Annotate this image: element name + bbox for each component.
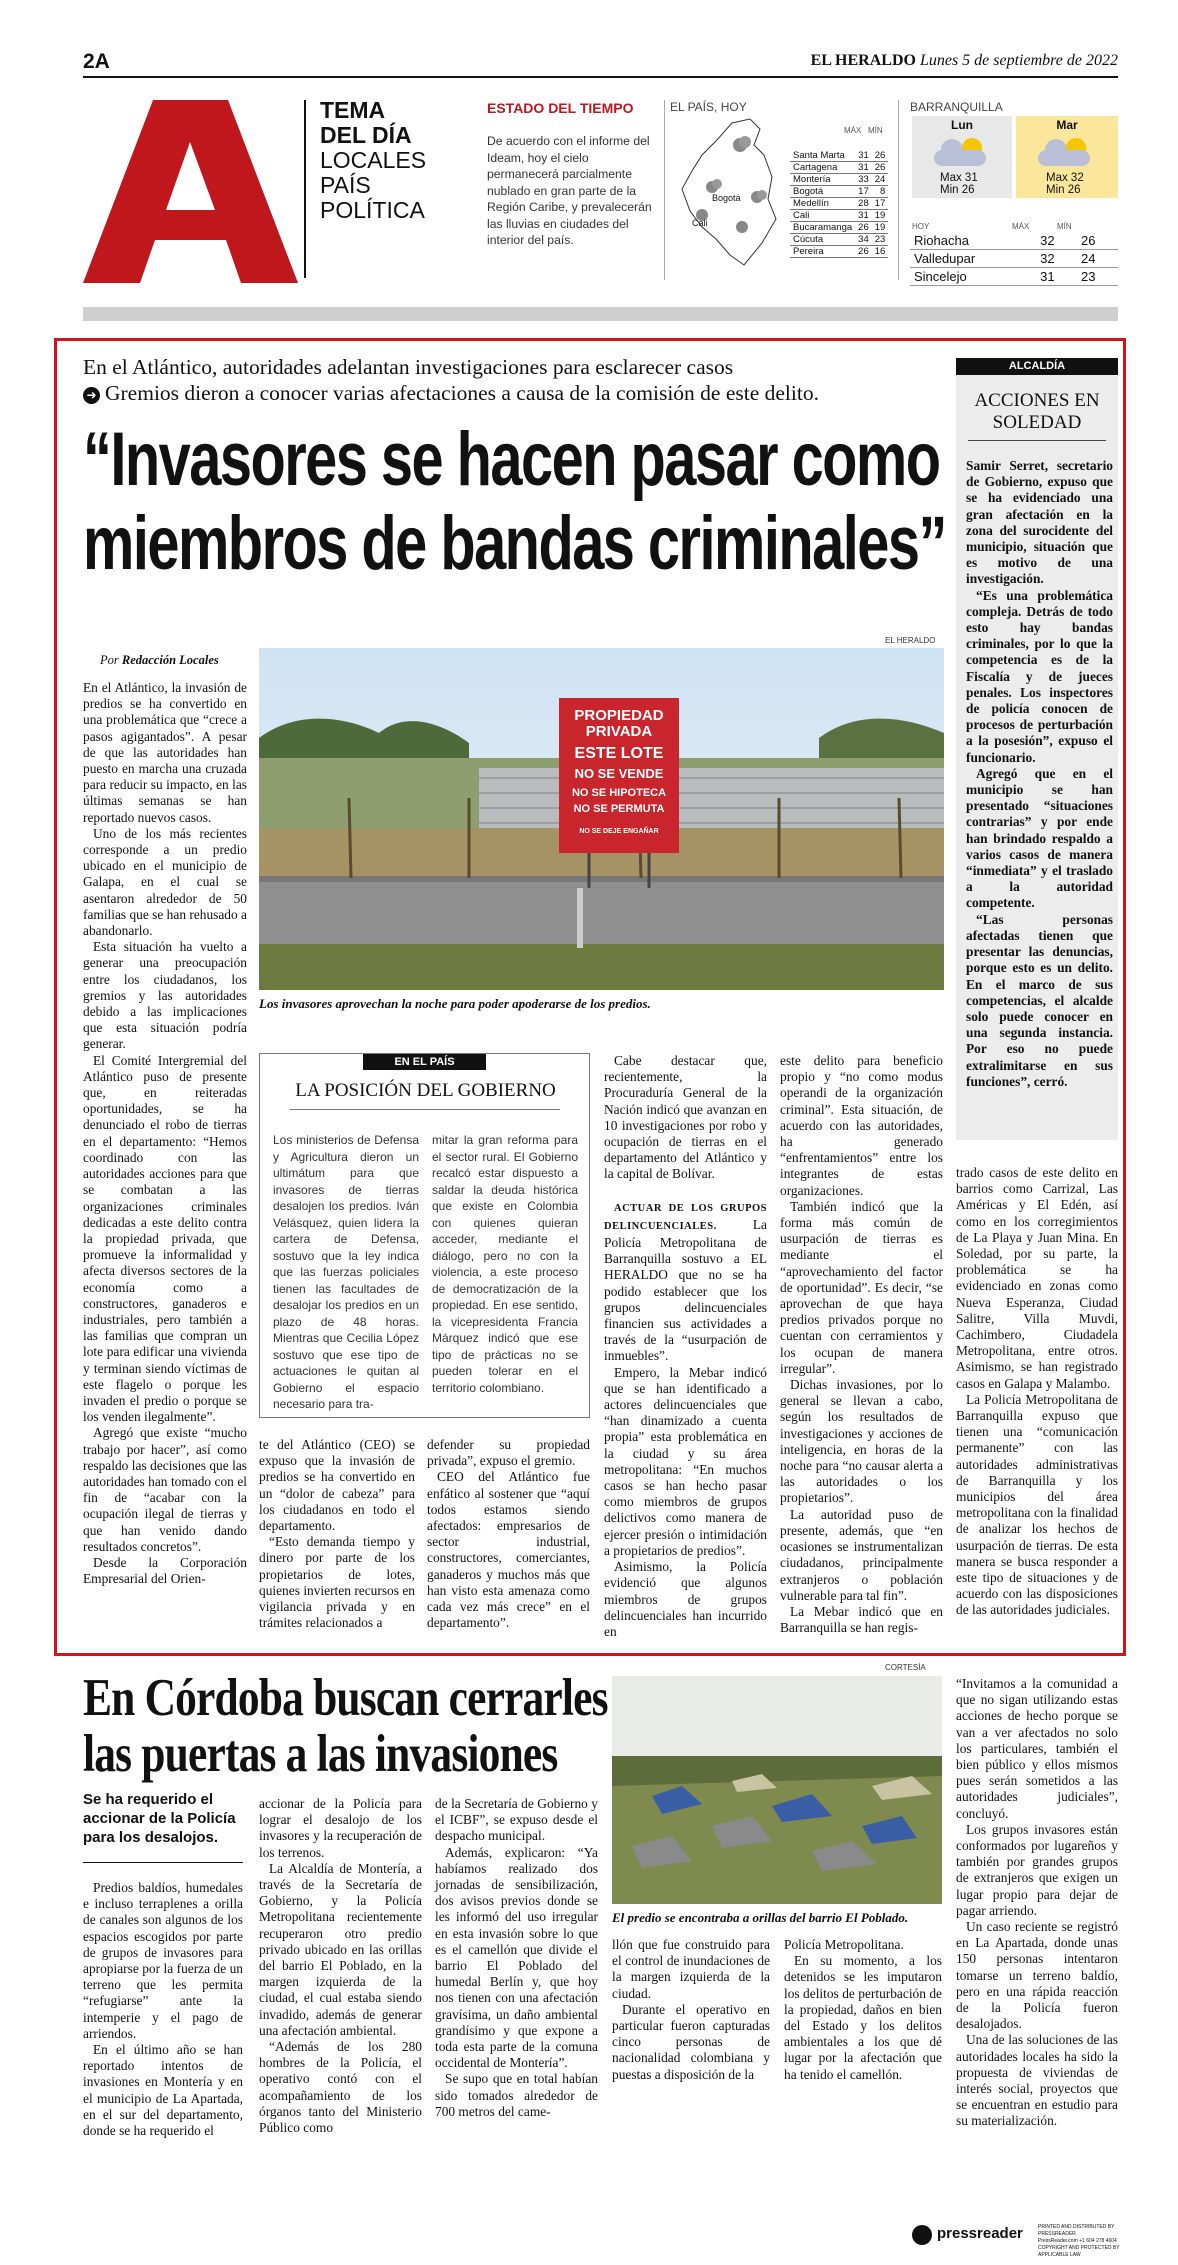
logo-divider [304, 100, 306, 278]
article-col-5 [780, 1053, 943, 1636]
city-name: Montería [790, 174, 855, 186]
body-paragraph: Agregó que en el municipio se han presentado “situaciones contrarias” y por ende han brindado respaldo a varios casos de manera “inmediata” y el traslado a la autoridad competente. [966, 765, 1113, 911]
cloud-icon [736, 221, 748, 233]
regional-min: 26 [1077, 232, 1118, 250]
body-paragraph: Dichas invasiones, por lo general se llevan a cabo, según los resultados de investigaciones y acciones de inteligencia, en horas de la noche para “no causar alerta a las autoridades o los propietarios”. [780, 1377, 943, 1506]
city-min: 16 [872, 246, 889, 258]
footer-line: PRINTED AND DISTRIBUTED BY PRESSREADER [1038, 2224, 1115, 2237]
map-title: EL PAÍS, HOY [670, 100, 747, 114]
body-paragraph: CEO del Atlántico fue enfático al sostener que “aquí todos estamos siendo afectados: empresarios de sector industrial, constructores, comerciantes, ganaderos y muchos más que han visto esta amenaza como cada vez más crece” en el departamento”. [427, 1469, 590, 1631]
city-name: Cartagena [790, 162, 855, 174]
body-paragraph: El Comité Intergremial del Atlántico puso de presente que, en reiteradas oportunidades, se ha denunciado el robo de tierras en el departamento: “Hemos coordinado con las autoridades acciones para que se combatan a las organizaciones criminales dedicadas a este delito contra la propiedad privada, que promueve la informalidad y afecta diversos sectores de la economía como a constructores, ganaderos e industriales, pero también a las familias que compran un lote para edificar una vivienda y terminan siendo víctimas de este flagelo o porque les invaden el predio o porque se los venden ilegalmente”. [83, 1052, 247, 1425]
publication-name: EL HERALDO [810, 52, 916, 69]
body-paragraph: este delito para beneficio propio y “no como modus operandi de la organización criminal”. Esta situación, de acuerdo con las autoridades, ha generado “enfrentamientos” entre los integrantes de estas organizaciones. [780, 1053, 943, 1198]
body-paragraph: Una de las soluciones de las autoridades locales ha sido la propuesta de viviendas de interés social, proyectos que se encuentran en estudio para su materialización. [956, 2032, 1118, 2129]
regional-max: 31 [1036, 268, 1077, 286]
body-paragraph: En su momento, a los detenidos se les imputaron los delitos de perturbación de la propiedad, daños en bien del Estado y los delitos ambientales a los que dé lugar por la afectación que ha tenido el camellón. [784, 1953, 942, 2082]
regional-head [912, 222, 1118, 231]
weather-text: De acuerdo con el informe del Ideam, hoy el cielo permanecerá parcialmente nublado en gran parte de la Región Caribe, y prevalecerán las lluvias en ciudades del interior del país. [487, 134, 652, 247]
city-name: Medellín [790, 198, 855, 210]
city-min: 8 [872, 186, 889, 198]
second-col-4 [612, 1937, 770, 2083]
body-paragraph: Uno de los más recientes corresponde a un predio ubicado en el municipio de Galapa, en el cual se asentaron alrededor de 50 familias que se han rehusado a abandonarlo. [83, 825, 247, 939]
regional-name: Valledupar [910, 250, 1036, 268]
body-paragraph: defender su propiedad privada”, expuso el gremio. [427, 1437, 590, 1469]
section-politica: POLÍTICA [320, 197, 425, 223]
header-rule [83, 76, 1118, 78]
city-row [790, 198, 888, 210]
pressreader-small [1038, 2224, 1120, 2259]
second-headline-line-2: las puertas a las invasiones [83, 1725, 558, 1783]
article-col-1 [83, 680, 247, 1645]
body-paragraph: trado casos de este delito en barrios como Carrizal, Las Américas y El Edén, así como en los corregimientos de La Playa y Juan Mina. En Soledad, por su parte, la problemática se ha evidenciado en zonas como Nueva Esperanza, Ciudad Salitre, Villa Muvdi, Cachimbero, Ciudadela Metropolitana, entre otros. Asimismo, se han registrado casos en Galapa y Malambo. [956, 1165, 1118, 1391]
kicker [83, 354, 953, 406]
kicker-line-1: En el Atlántico, autoridades adelantan investigaciones para esclarecer casos [83, 355, 734, 379]
day2-temps [1046, 172, 1084, 196]
body-paragraph: “Es una problemática compleja. Detrás de todo esto hay bandas criminales, por lo que la competencia es de la Fiscalía y de jueces penales. Los inspectores de policía conocen de procesos de perturbación a la posesión”, expuso el funcionario. [966, 587, 1113, 765]
page-number: 2A [83, 50, 110, 73]
day2-max: Max 32 [1046, 172, 1084, 184]
body-paragraph: La Mebar indicó que en Barranquilla se han regis- [780, 1603, 943, 1636]
barranquilla-title: BARRANQUILLA [910, 100, 1003, 114]
section-locales: LOCALES [320, 147, 427, 173]
body-paragraph: Esta situación ha vuelto a generar una preocupación entre los ciudadanos, los gremios y las autoridades debido a las implicaciones que esta situación podría generar. [83, 939, 247, 1052]
article-col-3 [427, 1437, 590, 1631]
city-min: 19 [872, 210, 889, 222]
regional-row [910, 232, 1118, 250]
city-name: Cali [790, 210, 855, 222]
city-name: Pereira [790, 246, 855, 258]
city-max: 34 [855, 234, 872, 246]
city-weather-table [790, 150, 888, 258]
arrow-bullet-icon: ➜ [83, 387, 100, 404]
masthead-date [811, 52, 1118, 70]
body-paragraph: de la Secretaría de Gobierno y el ICBF”, se expuso desde el despacho municipal. [435, 1796, 598, 1844]
article-col-2 [259, 1437, 415, 1631]
city-name: Cúcuta [790, 234, 855, 246]
body-paragraph: La autoridad puso de presente, además, que “en ocasiones se instrumentalizan ciudadanos, principalmente extranjeros o población vulnerable para tal fin”. [780, 1506, 943, 1603]
kicker-line-2: Gremios dieron a conocer varias afectaciones a causa de la comisión de este delito. [105, 381, 819, 405]
article-col-4 [604, 1053, 767, 1640]
body-paragraph: Predios baldíos, humedales e incluso terraplenes a orilla de canales son algunos de los espacios escogidos por parte de grupos de invasores para apropiarse por la fuerza de un terreno que les permita “refugiarse” ante la intemperie y el pago de arriendos. [83, 1880, 243, 2041]
section-del-dia: DEL DÍA [320, 122, 412, 148]
body-paragraph: “Además de los 280 hombres de la Policía, el operativo contó con el acompañamiento de los órganos tanto del Ministerio Público como [259, 2039, 422, 2136]
city-max: 31 [855, 162, 872, 174]
regional-name: Riohacha [910, 232, 1036, 250]
city-max: 33 [855, 174, 872, 186]
body-paragraph: En el último año se han reportado intentos de invasiones en Montería y en el municipio de La Apartada, en el sur del departamento, donde se ha requerido el [83, 2042, 243, 2139]
second-caption: El predio se encontraba a orillas del barrio El Poblado. [612, 1910, 909, 1925]
sidebar-tag: ALCALDÍA [956, 358, 1118, 375]
section-tema: TEMA [320, 97, 386, 123]
body-paragraph: La Policía Metropolitana de Barranquilla expuso que tienen una “comunicación permanente” con las autoridades administrativas de Barranquilla y los municipios del área metropolitana con la finalidad de analizar los hechos de usurpación de tierras. De esta manera se busca responder a este tipo de situaciones y de acuerdo con las disposiciones de las autoridades judiciales. [956, 1391, 1118, 1618]
col4-subhead: ACTUAR DE LOS GRUPOS DELINCUENCIALES. [604, 1202, 767, 1232]
body-paragraph: “Invitamos a la comunidad a que no sigan utilizando estas acciones de hecho porque se van a ver afectados no solo los particulares, también el bien público y ellos mismos pues serán sometidos a las autoridades judiciales”, concluyó. [956, 1676, 1118, 1821]
deck-rule [83, 1862, 243, 1863]
photo-credit: EL HERALDO [885, 636, 936, 645]
second-col-2 [259, 1796, 422, 2136]
pressreader-footer [910, 2222, 1120, 2258]
body-paragraph: Empero, la Mebar indicó que se han identificado a actores delincuenciales que “han dinamizado a cuenta propia” esta problemática en la ciudad y su área metropolitana: “En muchos casos se han hecho pasar como miembros de grupos delictivos como manera de ejercer presión o intimidación a propietarios de predios”. [604, 1364, 767, 1558]
byline-por: Por [100, 653, 119, 667]
photo-caption: Los invasores aprovechan la noche para poder apoderarse de los predios. [259, 996, 651, 1011]
city-row [790, 174, 888, 186]
sidebar-title-2: SOLEDAD [992, 412, 1082, 433]
body-paragraph: Desde la Corporación Empresarial del Orien- [83, 1554, 247, 1587]
body-paragraph: accionar de la Policía para lograr el desalojo de los invasores y la recuperación de los terrenos. [259, 1796, 422, 1860]
section-a-logo [83, 100, 298, 283]
body-paragraph: “Las personas afectadas tienen que presentar las denuncias, porque esto es un delito. En el marco de sus competencias, el alcalde solo puede conocer en una segunda instancia. Por eso no puede extralimitarse en sus funciones”, cerró. [966, 911, 1113, 1089]
body-paragraph: La Alcaldía de Montería, a través de la Secretaría de Gobierno, y la Policía Metropolitana recientemente recuperaron otro predio privado ubicado en las orillas del barrio El Poblado, en la margen izquierda de la ciudad, el cual estaba siendo invadido, además de generar una afectación ambiental. [259, 1860, 422, 2038]
body-paragraph: Además, explicaron: “Ya habíamos realizado dos jornadas de sensibilización, dos avisos previos donde se les informó del uso irregular en esta invasión sobre lo que es el camellón que divide el barrio El Poblado del humedal Berlín y, que hoy nos tienen con una afectación gravísima, un daño ambiental grandísimo y que expone a toda esta parte de la comuna occidental de Montería”. [435, 1844, 598, 2071]
box-title: LA POSICIÓN DEL GOBIERNO [295, 1080, 556, 1101]
regional-max: 32 [1036, 232, 1077, 250]
min-label: MÍN [1057, 222, 1072, 231]
footer-line: PressReader.com +1 604 278 4604 [1038, 2238, 1117, 2244]
city-row [790, 162, 888, 174]
pressreader-logo-icon [912, 2225, 932, 2245]
box-col-2: mitar la gran reforma para el sector rural. El Gobierno recalcó estar dispuesto a saldar la deuda histórica que existe en Colombia con quienes quieran acceder, mediante el diálogo, pero no con la violencia, a este proceso de democratización de la propiedad. En ese sentido, la vicepresidenta Francia Márquez indicó que ese tipo de prácticas no se pueden tolerar en el territorio colombiano. [432, 1133, 578, 1395]
city-min: 26 [872, 150, 889, 162]
day1-temps [940, 172, 978, 196]
city-max: 26 [855, 246, 872, 258]
map-label-bogota: Bogotá [712, 193, 741, 203]
city-name: Santa Marta [790, 150, 855, 162]
box-rule [290, 1109, 560, 1110]
city-row [790, 150, 888, 162]
day-name: Lun [951, 118, 973, 132]
sign-line: NO SE PERMUTA [573, 803, 665, 815]
second-col-1 [83, 1880, 243, 2139]
second-col-3 [435, 1796, 598, 2120]
photo-credit-2: CORTESÍA [885, 1663, 926, 1672]
city-row [790, 186, 888, 198]
section-list [320, 98, 426, 223]
byline [100, 653, 219, 668]
headline-line-2: miembros de bandas criminales” [83, 501, 946, 586]
col4-para: La Policía Metropolitana de Barranquilla sostuvo a EL HERALDO que no se ha podido establecer que los grupos delincuenciales financien sus actividades a través de la “usurpación de inmuebles”. [604, 1216, 767, 1364]
body-paragraph: llón que fue construido para el control de inundaciones de la margen izquierda de la ciudad. [612, 1937, 770, 2001]
sign-line: NO SE HIPOTECA [571, 787, 667, 799]
body-paragraph: También indicó que la forma más común de usurpación de tierras es mediante el “aprovechamiento del factor de oportunidad”. Es decir, “se aprovechan de que haya predios privados porque no cuentan con cerramientos y los ocupan de manera irregular”. [780, 1198, 943, 1376]
second-headline [83, 1670, 608, 1782]
regional-row [910, 250, 1118, 268]
section-pais: PAÍS [320, 172, 371, 198]
day2-min: Min 26 [1046, 184, 1081, 196]
city-min: 26 [872, 162, 889, 174]
day-name: Mar [1056, 118, 1078, 132]
body-paragraph: Un caso reciente se registró en La Apartada, donde unas 150 personas intentaron tomarse un terreno baldío, pero en una rápida reacción de la Policía fueron desalojados. [956, 1919, 1118, 2032]
city-row [790, 246, 888, 258]
max-label: MÁX [1012, 222, 1030, 231]
body-paragraph: Samir Serret, secretario de Gobierno, expuso que se ha evidenciado una gran afectación en la zona del surocidente del municipio, situación que es motivo de una investigación. [966, 458, 1113, 587]
body-paragraph: Asimismo, la Policía evidenció que algunos miembros de grupos delincuenciales han incurrido en [604, 1559, 767, 1639]
headline-line-1: “Invasores se hacen pasar como [83, 417, 940, 502]
body-paragraph: te del Atlántico (CEO) se expuso que la invasión de predios se ha convertido en un “dolor de cabeza” para los ciudadanos en todo el departamento. [259, 1437, 415, 1534]
gray-band [83, 307, 1118, 321]
hoy-label: HOY [912, 222, 930, 231]
col4-subhead-para [604, 1199, 767, 1365]
city-max: 26 [855, 222, 872, 234]
partly-cloudy-icon [912, 132, 1012, 170]
regional-min: 24 [1077, 250, 1118, 268]
pressreader-brand: pressreader [937, 2225, 1023, 2242]
day1-max: Max 31 [940, 172, 978, 184]
city-min: 17 [872, 198, 889, 210]
body-paragraph: Policía Metropolitana. [784, 1937, 904, 1952]
sidebar-title [956, 390, 1118, 434]
body-paragraph: Durante el operativo en particular fueron capturadas cinco personas de nacionalidad colombiana y puestas a disposición de la [612, 2001, 770, 2082]
city-row [790, 234, 888, 246]
sign-line: NO SE DEJE ENGAÑAR [579, 828, 659, 835]
city-min: 24 [872, 174, 889, 186]
box-tag: EN EL PAÍS [363, 1054, 486, 1070]
city-max: 28 [855, 198, 872, 210]
day1-min: Min 26 [940, 184, 975, 196]
city-max: 31 [855, 150, 872, 162]
partly-cloudy-icon [1016, 132, 1118, 170]
second-col-6 [956, 1676, 1118, 2130]
second-deck: Se ha requerido el accionar de la Policía para los desalojos. [83, 1791, 236, 1846]
regional-min: 23 [1077, 268, 1118, 286]
byline-name: Redacción Locales [121, 653, 219, 667]
weather-title: ESTADO DEL TIEMPO [487, 100, 634, 116]
main-headline [83, 418, 946, 586]
col-max-head: MÁX [844, 126, 862, 135]
sidebar-text [966, 458, 1113, 1090]
article-col-6 [956, 1165, 1118, 1619]
second-photo [612, 1676, 942, 1904]
regional-max: 32 [1036, 250, 1077, 268]
second-col-5 [784, 1937, 942, 2083]
baq-divider [898, 100, 899, 280]
body-paragraph: En el Atlántico, la invasión de predios se ha convertido en una problemática que “crece a pasos agigantados”. A pesar de que las autoridades han puesto en marcha una cruzada para reducir su impacto, en las últimas semanas se han reportado nuevos casos. [83, 680, 247, 825]
government-box [259, 1053, 590, 1418]
second-headline-line-1: En Córdoba buscan cerrarles [83, 1669, 608, 1727]
city-name: Bogotá [790, 186, 855, 198]
forecast-panel [912, 116, 1118, 198]
regional-row [910, 268, 1118, 286]
body-paragraph: “Esto demanda tiempo y dinero por parte de los propietarios de lotes, quienes invierten recursos en vigilancia privada y en trámites relacionados a [259, 1534, 415, 1631]
main-photo [259, 648, 944, 990]
sidebar-title-1: ACCIONES EN [974, 390, 1100, 411]
body-paragraph: Se supo que en total habían sido tomados alrededor de 700 metros del came- [435, 2071, 598, 2119]
map-label-cali: Cali [692, 218, 708, 228]
sign-line: NO SE VENDE [574, 766, 664, 781]
city-max: 17 [855, 186, 872, 198]
city-name: Bucaramanga [790, 222, 855, 234]
city-min: 23 [872, 234, 889, 246]
city-row [790, 222, 888, 234]
col-min-head: MÍN [868, 126, 883, 135]
box-col-1: Los ministerios de Defensa y Agricultura dieron un ultimátum para que invasores de tierras desalojen los predios. Iván Velásquez, quien lidera la cartera de Defensa, sostuvo que la ley indica que las fuerzas policiales tienen las facultades de desalojar los predios en un plazo de 48 horas. Mientras que Cecilia López sostuvo que ese tipo de actuaciones le quitan al Gobierno el espacio necesario para tra- [273, 1133, 419, 1411]
sign-line: PRIVADA [585, 723, 653, 740]
body-paragraph: Los grupos invasores están conformados por lugareños y también por grandes grupos de extranjeros que exigen un lugar propio para dejar de pagar arriendo. [956, 1821, 1118, 1918]
footer-line: COPYRIGHT AND PROTECTED BY APPLICABLE LAW [1038, 2245, 1120, 2258]
city-row [790, 210, 888, 222]
body-paragraph: Agregó que existe “mucho trabajo por hacer”, así como respaldo las decisiones que las autoridades han tomado con el fin de “acabar con la ocupación ilegal de tierras y que han venido dando resultados concretos”. [83, 1425, 247, 1554]
regional-name: Sincelejo [910, 268, 1036, 286]
body-paragraph: Cabe destacar que, recientemente, la Procuraduría General de la Nación indicó que avanzan en 10 investigaciones por robo y ocupación de tierras en el departamento del Atlántico y la capital de Bolívar. [604, 1053, 767, 1182]
sign-line: PROPIEDAD [574, 707, 664, 724]
regional-weather-table [910, 232, 1118, 286]
sign-line: ESTE LOTE [574, 745, 664, 762]
sidebar [956, 358, 1118, 1153]
city-max: 31 [855, 210, 872, 222]
weather-divider [664, 100, 665, 280]
city-min: 19 [872, 222, 889, 234]
date: Lunes 5 de septiembre de 2022 [919, 52, 1118, 69]
